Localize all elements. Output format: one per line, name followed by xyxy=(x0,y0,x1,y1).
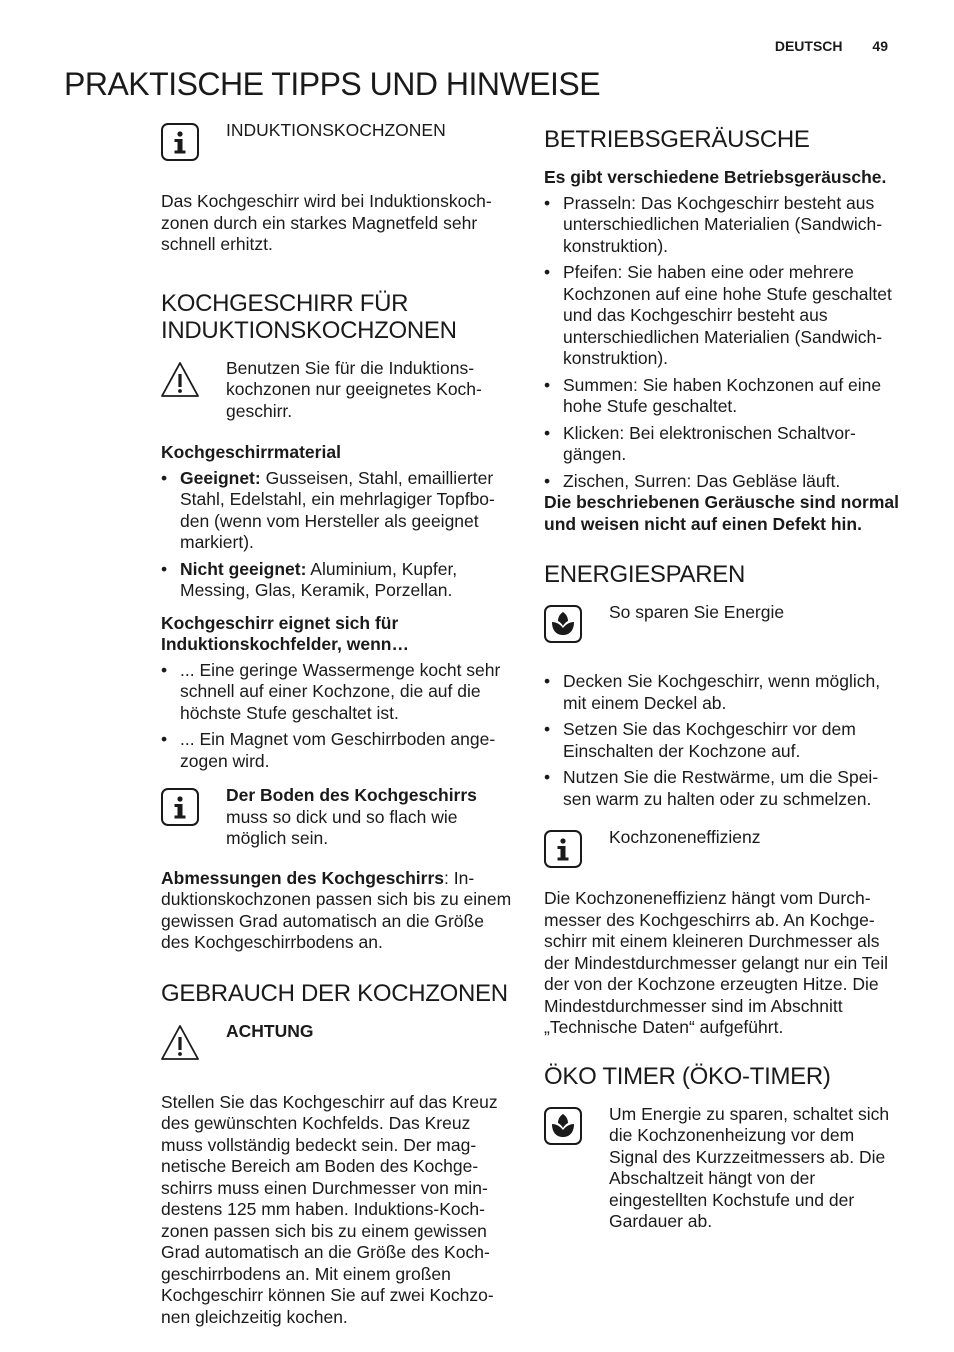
page-number: 49 xyxy=(872,38,888,54)
list-item: • Summen: Sie haben Kochzonen auf eine hohe Stufe geschaltet. xyxy=(544,375,899,418)
eco-note-text: Um Energie zu sparen, schaltet sich die Kochzonenheizung vor dem Signal des Kurzzeitmessers ab. Die Abschaltzeit hängt von der eingestellten Kochstufe und der Gardauer ab. xyxy=(609,1103,890,1231)
noise-heading: Es gibt verschiedene Betriebsgeräusche. xyxy=(544,167,887,187)
info-note-text: Kochzoneneffizienz xyxy=(609,827,761,847)
section-title-usage: GEBRAUCH DER KOCHZONEN xyxy=(161,979,508,1007)
warning-note-attention xyxy=(161,1021,516,1062)
info-note-text: INDUKTIONSKOCHZONEN xyxy=(226,120,446,140)
warning-note-cookware xyxy=(161,358,516,423)
page-header xyxy=(775,38,888,54)
list-item: • ... Ein Magnet vom Geschirrboden angezogen wird. xyxy=(161,729,516,772)
usage-text: Stellen Sie das Kochgeschirr auf das Kreuz des gewünschten Kochfelds. Das Kreuz muss vollständig bedeckt sein. Der magnetische Bereich am Boden des Kochgeschirrs muss einen Durchmesser von mindestens 125 mm haben. Induktions-Kochzonen passen sich bis zu einem gewissen Grad automatisch an die Größe des Kochgeschirrbodens an. Mit einem großen Kochgeschirr können Sie auf zwei Kochzonen gleichzeitig kochen. xyxy=(161,1091,498,1327)
dimensions-text: Abmessungen des Kochgeschirrs: Induktionskochzonen passen sich bis zu einem gewissen Grad automatisch an die Größe des Kochgeschirrbodens an. xyxy=(161,867,512,952)
section-title-energy: ENERGIESPAREN xyxy=(544,561,746,588)
page-title: PRAKTISCHE TIPPS UND HINWEISE xyxy=(64,66,601,102)
left-column xyxy=(161,120,516,1328)
suitable-heading: Kochgeschirr eignet sich für Induktionskochfelder, wenn… xyxy=(161,612,409,654)
info-icon xyxy=(544,830,582,868)
eco-note-energy xyxy=(544,602,899,643)
info-note-efficiency xyxy=(544,827,899,868)
list-item: • Decken Sie Kochgeschirr, wenn möglich, mit einem Deckel ab. xyxy=(544,671,899,714)
list-item: • Geeignet: Gusseisen, Stahl, emaillierter Stahl, Edelstahl, ein mehrlagiger Topfboden (wenn vom Hersteller als geeignet markiert). xyxy=(161,468,516,554)
intro-text: Das Kochgeschirr wird bei Induktionskochzonen durch ein starkes Magnetfeld sehr schnell erhitzt. xyxy=(161,191,492,254)
list-item: • Pfeifen: Sie haben eine oder mehrere Kochzonen auf eine hohe Stufe geschaltet und das Kochgeschirr besteht aus unterschiedlichen Materialien (Sandwichkonstruktion). xyxy=(544,262,899,370)
eco-leaf-icon xyxy=(544,605,582,643)
eco-leaf-icon xyxy=(544,1107,582,1145)
warning-note-text: ACHTUNG xyxy=(226,1020,314,1041)
list-item: • Klicken: Bei elektronischen Schaltvorgängen. xyxy=(544,423,899,466)
info-note-induction xyxy=(161,120,516,161)
header-language: DEUTSCH xyxy=(774,38,843,54)
suitable-list xyxy=(161,660,516,773)
info-icon xyxy=(161,788,199,826)
warning-icon xyxy=(161,361,199,399)
list-item: • Prasseln: Das Kochgeschirr besteht aus unterschiedlichen Materialien (Sandwichkonstruktion). xyxy=(544,193,899,258)
warning-note-text: Benutzen Sie für die Induktionskochzonen nur geeignetes Kochgeschirr. xyxy=(226,357,482,421)
section-title-eco-timer: ÖKO TIMER (ÖKO-TIMER) xyxy=(544,1062,831,1090)
right-column xyxy=(544,120,899,1233)
eco-note-timer xyxy=(544,1104,899,1233)
list-item: • ... Eine geringe Wassermenge kocht sehr schnell auf einer Kochzone, die auf die höchste Stufe geschaltet ist. xyxy=(161,660,516,725)
section-title-cookware: KOCHGESCHIRR FÜR INDUKTIONSKOCHZONEN xyxy=(161,289,457,344)
noise-note: Die beschriebenen Geräusche sind normal und weisen nicht auf einen Defekt hin. xyxy=(544,492,899,534)
warning-icon xyxy=(161,1024,199,1062)
eco-note-text: So sparen Sie Energie xyxy=(609,602,785,622)
list-item: • Setzen Sie das Kochgeschirr vor dem Einschalten der Kochzone auf. xyxy=(544,719,899,762)
noise-list xyxy=(544,193,899,493)
info-note-text: Der Boden des Kochgeschirrs muss so dick und so flach wie möglich sein. xyxy=(226,785,477,848)
efficiency-text: Die Kochzoneneffizienz hängt vom Durchmesser des Kochgeschirrs ab. An Kochgeschirr mit einem kleineren Durchmesser als der Mindestdurchmesser gelangt nur ein Teil der von der Kochzone erzeugten Hitze. Die Mindestdurchmesser sind im Abschnitt „Technische Daten“ aufgeführt. xyxy=(544,888,889,1037)
info-icon xyxy=(161,123,199,161)
energy-list xyxy=(544,671,899,810)
section-title-noise: BETRIEBSGERÄUSCHE xyxy=(544,126,810,153)
list-item: • Nutzen Sie die Restwärme, um die Speisen warm zu halten oder zu schmelzen. xyxy=(544,767,899,810)
info-note-base xyxy=(161,785,516,850)
list-item: • Zischen, Surren: Das Gebläse läuft. xyxy=(544,471,899,493)
list-item: • Nicht geeignet: Aluminium, Kupfer, Messing, Glas, Keramik, Porzellan. xyxy=(161,559,516,602)
material-list xyxy=(161,468,516,602)
material-heading: Kochgeschirrmaterial xyxy=(161,442,341,462)
